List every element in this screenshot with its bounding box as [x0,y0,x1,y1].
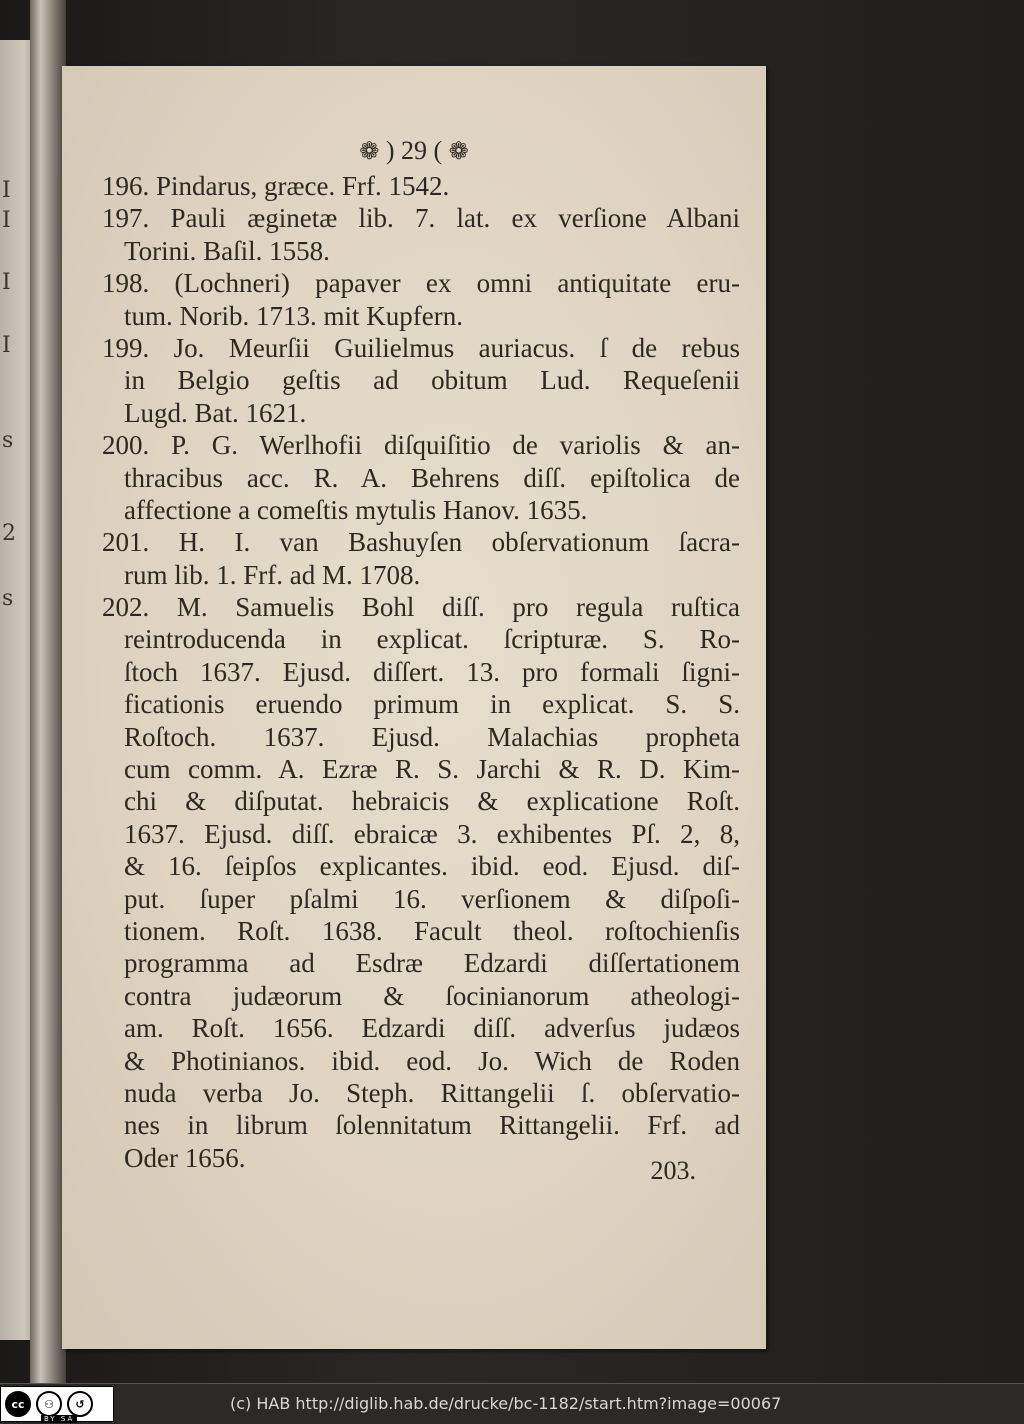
facing-mark: I [2,178,11,203]
ornament-left-icon: ❁ [359,139,380,165]
facing-mark: s [2,586,14,611]
entry-line: thracibus acc. R. A. Behrens diſſ. epiſtolica de [124,462,740,493]
entry-line: reintroducenda in explicat. ſcripturæ. S. Ro- [124,624,740,655]
catalog-entry [90,591,740,1174]
license-label: BY SA [41,1415,77,1423]
entry-line: rum lib. 1. Frf. ad M. 1708. [124,559,421,590]
catalog-entry [90,526,740,591]
entry-line: Torini. Baſil. 1558. [124,235,330,266]
page-number: ) 29 ( [385,136,443,165]
ornament-right-icon: ❁ [448,139,469,165]
entry-line: ſtoch 1637. Ejusd. diſſert. 13. pro formali ſigni- [124,656,740,687]
entry-line: nes in librum ſolennitatum Rittangelii. Frf. ad [124,1110,740,1141]
entry-line: Lugd. Bat. 1621. [124,397,307,428]
entry-line: 197. Pauli æginetæ lib. 7. lat. ex verſione Albani [102,203,740,234]
catalog-entry [90,170,740,202]
book-page [62,66,766,1349]
entry-line: 201. H. I. van Bashuyſen obſervationum ſacra- [102,527,740,558]
running-head [62,136,766,166]
facing-page-marks [0,40,20,1340]
attribution-icon: ⚇ [36,1391,62,1417]
entry-line: Roſtoch. 1637. Ejusd. Malachias propheta [124,721,740,752]
facing-mark: s [2,428,14,453]
entry-line: 202. M. Samuelis Bohl diſſ. pro regula ruſtica [102,592,740,623]
entry-line: affectione a comeſtis mytulis Hanov. 1635. [124,494,588,525]
source-attribution: (c) HAB http://diglib.hab.de/drucke/bc-1182/start.htm?image=00067 [230,1394,782,1413]
facing-mark: I [2,333,11,358]
facing-mark: I [2,208,11,233]
footer-banner [0,1383,1024,1424]
entry-line: am. Roſt. 1656. Edzardi diſſ. adverſus judæos [124,1013,740,1044]
entry-line: tionem. Roſt. 1638. Facult theol. roſtochienſis [124,915,740,946]
entry-line: Oder 1656. [124,1142,246,1173]
entry-line: cum comm. A. Ezræ R. S. Jarchi & R. D. Kim- [124,754,740,785]
entry-line: 1637. Ejusd. diſſ. ebraicæ 3. exhibentes Pſ. 2, 8, [124,818,740,849]
catchword: 203. [650,1156,696,1185]
entry-line: nuda verba Jo. Steph. Rittangelii ſ. obſervatio- [124,1077,740,1108]
cc-icon: cc [5,1391,31,1417]
entry-line: 200. P. G. Werlhofii diſquiſitio de variolis & an- [102,430,740,461]
entry-line: in Belgio geſtis ad obitum Lud. Requeſenii [124,365,740,396]
page-body [90,170,740,1174]
entry-line: tum. Norib. 1713. mit Kupfern. [124,300,463,331]
license-badge[interactable] [0,1386,114,1422]
facing-mark: 2 [2,521,16,546]
entry-line: & 16. ſeipſos explicantes. ibid. eod. Ejusd. diſ- [124,851,740,882]
entry-line: chi & diſputat. hebraicis & explicatione Roſt. [124,786,740,817]
entry-line: ficationis eruendo primum in explicat. S. S. [124,689,740,720]
catalog-entry [90,429,740,526]
entry-line: 199. Jo. Meurſii Guilielmus auriacus. ſ de rebus [102,332,740,363]
entry-list [90,170,740,1174]
entry-line: 198. (Lochneri) papaver ex omni antiquitate eru- [102,268,740,299]
catalog-entry [90,332,740,429]
catalog-entry [90,202,740,267]
entry-line: programma ad Esdræ Edzardi diſſertationem [124,948,740,979]
entry-line: & Photinianos. ibid. eod. Jo. Wich de Roden [124,1045,740,1076]
facing-mark: I [2,270,11,295]
entry-line: 196. Pindarus, græce. Frf. 1542. [102,171,450,201]
entry-line: put. ſuper pſalmi 16. verſionem & diſpoſi- [124,883,740,914]
catalog-entry [90,267,740,332]
binding-gutter [30,0,66,1383]
share-alike-icon: ↺ [67,1391,93,1417]
entry-line: contra judæorum & ſocinianorum atheologi- [124,980,740,1011]
